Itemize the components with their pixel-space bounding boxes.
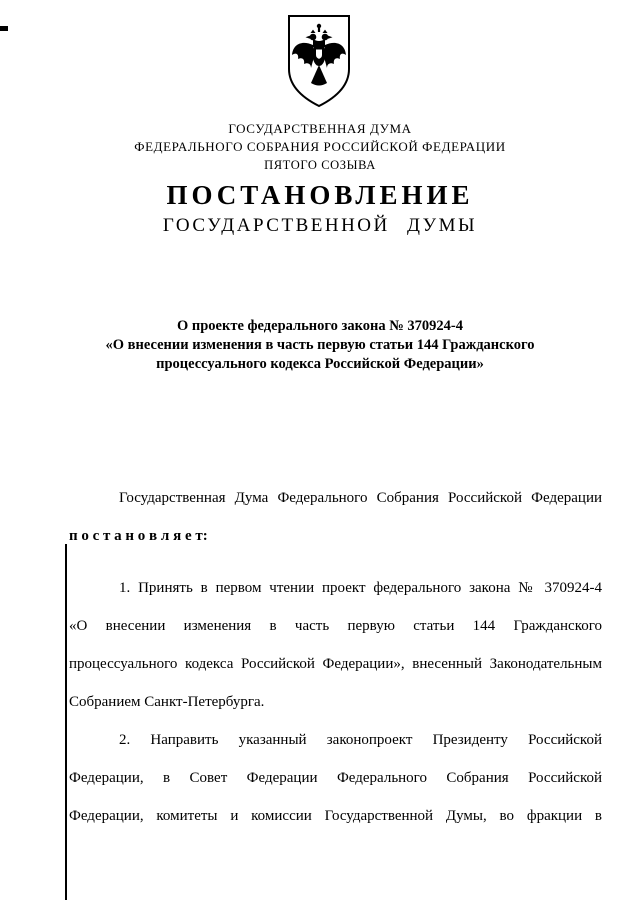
org-header: [0, 120, 640, 174]
resolution-body: [69, 479, 602, 835]
intro-paragraph: Государственная Дума Федерального Собрания Российской Федерации: [119, 490, 602, 506]
document-type-subheading: ГОСУДАРСТВЕННОЙ ДУМЫ: [162, 215, 478, 236]
paragraph-2: [69, 721, 602, 835]
paragraph-1-line-2: «О внесении изменения в часть первую статьи 144 Гражданского: [69, 618, 602, 634]
resolution-title-line-2: «О внесении изменения в часть первую статьи 144 Гражданского: [105, 337, 535, 353]
russia-coat-of-arms-icon: [285, 13, 353, 111]
resolution-title-line-1: О проекте федерального закона № 370924-4: [176, 318, 464, 334]
paragraph-1-line-3: процессуального кодекса Российской Федерации», внесенный Законодательным: [69, 656, 602, 672]
resolution-title: [20, 317, 620, 374]
org-name-line-2: ФЕДЕРАЛЬНОГО СОБРАНИЯ РОССИЙСКОЙ ФЕДЕРАЦИИ: [134, 139, 506, 154]
paragraph-2-line-1: 2. Направить указанный законопроект Президенту Российской: [119, 732, 602, 748]
convocation-line: ПЯТОГО СОЗЫВА: [264, 158, 376, 172]
resolves-line: п о с т а н о в л я е т:: [69, 528, 208, 544]
paragraph-2-line-3: Федерации, комитеты и комиссии Государственной Думы, во фракции в: [69, 808, 602, 824]
scan-artifact-top-left: [0, 26, 8, 31]
scan-artifact-left-line: [65, 544, 67, 900]
paragraph-1-line-1: 1. Принять в первом чтении проект федерального закона № 370924-4: [119, 580, 602, 596]
paragraph-1: [69, 569, 602, 721]
document-type-heading: ПОСТАНОВЛЕНИЕ: [166, 180, 474, 210]
paragraph-1-line-4: Собранием Санкт-Петербурга.: [69, 694, 265, 710]
org-name-line-1: ГОСУДАРСТВЕННАЯ ДУМА: [228, 121, 412, 136]
paragraph-2-line-2: Федерации, в Совет Федерации Федерального Собрания Российской: [69, 770, 602, 786]
resolution-title-line-3: процессуального кодекса Российской Федерации»: [156, 356, 484, 372]
